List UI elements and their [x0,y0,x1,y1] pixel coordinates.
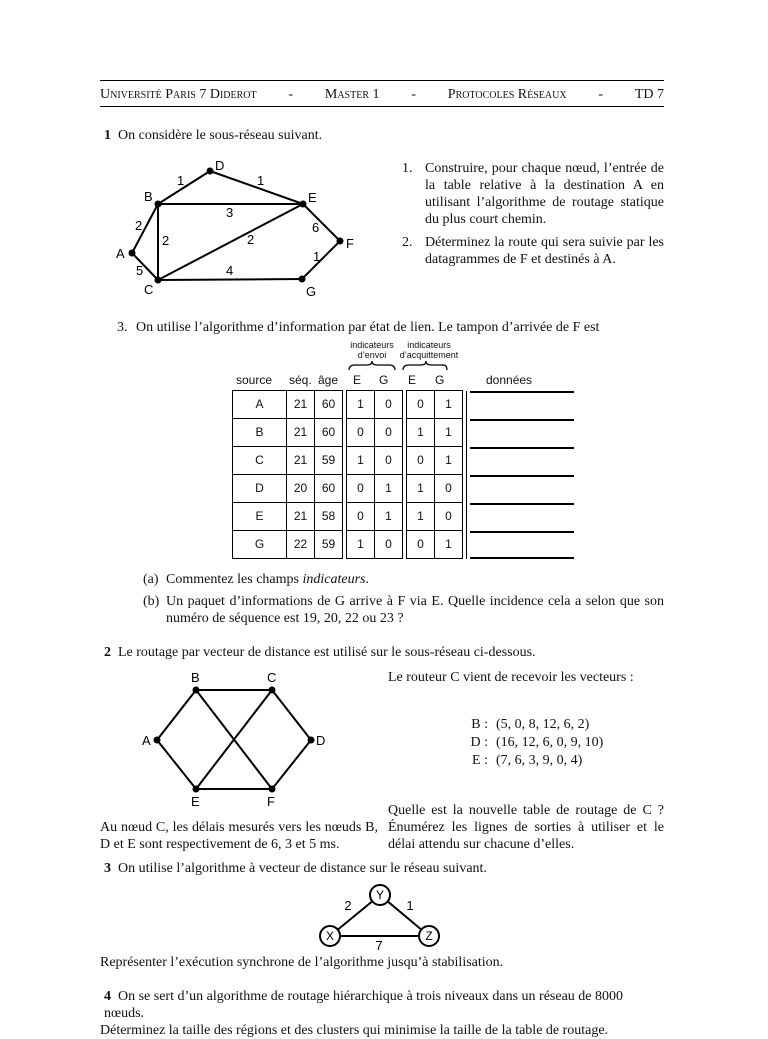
table-row [233,447,575,475]
table-row [233,531,575,559]
ex1-qa-post: . [365,572,369,587]
node-a [129,250,136,257]
ex1-number: 1 [104,128,111,143]
ex1-q2-text: Déterminez la route qui sera suivie par les datagrammes de F et destinés à A. [425,235,664,267]
table-cell: 0 [375,531,403,559]
vector-row-b [448,716,589,733]
ex1-qa-label: (a) [143,572,159,587]
data-line [470,503,574,505]
node-g [299,276,306,283]
table-group-braces [345,360,449,372]
edge-weight-a-c: 5 [136,263,144,278]
node-f [269,786,276,793]
col-header-seq: séq. [289,373,312,387]
node-label-c: C [267,670,277,685]
table-cell: 0 [407,391,435,419]
ex1-qa-emphasis: indicateurs [302,572,366,587]
node-label-f: F [346,236,354,251]
ex2-intro [104,644,664,661]
ex2-number: 2 [104,645,111,660]
table-cell: 60 [315,391,343,419]
table-cell: 1 [435,447,463,475]
edge-weight-x-y: 2 [344,898,352,913]
edge-c-d [272,690,311,740]
table-cell: 1 [407,419,435,447]
header-top-rule [100,80,664,81]
vector-label-b: B : [471,717,488,732]
node-a [154,737,161,744]
ex1-q3-text: On utilise l’algorithme d’information par état de lien. Le tampon d’arrivée de F est [136,320,600,335]
table-cell: 58 [315,503,343,531]
table-cell: A [233,391,287,419]
brace-ack [403,361,447,370]
table-cell: 1 [347,391,375,419]
table-cell: 1 [347,531,375,559]
table-data-cell [467,531,575,559]
vector-row-d [448,734,603,751]
node-label-b: B [144,189,153,204]
ex3-question-text: Représenter l’exécution synchrone de l’algorithme jusqu’à stabilisation. [100,955,504,970]
table-cell: 0 [435,475,463,503]
node-label-z: Z [425,929,433,943]
brace-send [349,361,395,370]
group-label-send: indicateurs d’envoi [350,340,394,360]
vector-value-b: (5, 0, 8, 12, 6, 2) [496,717,590,732]
table-cell: 0 [375,419,403,447]
table-data-cell [467,419,575,447]
ex2-graph [140,668,340,810]
node-label-d: D [215,158,225,173]
table-row [233,475,575,503]
table-cell: 0 [435,503,463,531]
node-label-a: A [142,733,151,748]
group-label-ack: indicateurs d’acquittement [399,340,459,360]
node-label-e: E [191,794,200,809]
vector-value-d: (16, 12, 6, 0, 9, 10) [496,735,604,750]
edge-f-g [302,241,340,279]
node-c [155,277,162,284]
node-label-y: Y [375,888,385,902]
table-row [233,419,575,447]
ex4-number: 4 [104,989,111,1004]
node-f [337,238,344,245]
ex1-q2-number: 2. [402,235,413,250]
col-header-data: données [486,373,533,387]
edge-e-a [157,740,196,789]
ex2-received-text: Le routeur C vient de recevoir les vecteurs : [388,670,634,685]
data-line [470,475,574,477]
table-cell: 1 [375,503,403,531]
vector-label-d: D : [470,735,488,750]
ex1-qa-text [166,571,664,588]
edge-c-g [158,279,302,280]
table-row [233,391,575,419]
data-line [470,557,574,559]
header-separator: - [598,87,604,102]
edge-a-b [157,690,196,740]
table-cell: 21 [287,503,315,531]
node-e [300,201,307,208]
ex3-intro [104,860,664,877]
node-b [193,687,200,694]
edge-weight-f-g: 1 [313,249,321,264]
ex1-intro [104,127,404,144]
table-cell: 1 [375,475,403,503]
ex2-graph-edges [157,690,311,789]
header-level: Master 1 [324,87,380,102]
ex2-intro-text: Le routage par vecteur de distance est utilisé sur le sous-réseau ci-dessous. [118,645,536,660]
node-b [155,201,162,208]
ex1-graph [108,155,370,300]
node-label-a: A [116,246,125,261]
ex4-line-1 [100,988,664,1022]
ex3-number: 3 [104,861,111,876]
table-cell: 0 [407,531,435,559]
data-line [470,391,574,393]
table-cell: 59 [315,447,343,475]
ex2-delays-text: Au nœud C, les délais mesurés vers les nœuds B, D et E sont respectivement de 6, 3 et 5 ms. [100,820,378,852]
page-header [100,86,664,103]
ex1-intro-text: On considère le sous-réseau suivant. [118,128,323,143]
header-bottom-rule [100,106,664,107]
data-line [470,447,574,449]
table-cell: 1 [347,447,375,475]
ex1-qb-text: Un paquet d’informations de G arrive à F via E. Quelle incidence cela a selon que son numéro de séquence est 19, 20, 22 ou 23 ? [166,594,664,626]
table-cell: E [233,503,287,531]
table-cell: 0 [375,447,403,475]
node-label-e: E [308,190,317,205]
col-header-ack-e: E [408,373,417,387]
table-cell: 0 [347,503,375,531]
ex3-intro-text: On utilise l’algorithme à vecteur de distance sur le réseau suivant. [118,861,487,876]
edge-weight-b-c: 2 [162,233,170,248]
table-cell: 0 [407,447,435,475]
table-cell: 1 [435,419,463,447]
edge-d-f [272,740,311,789]
table-cell: 22 [287,531,315,559]
table-cell: 1 [435,391,463,419]
table-data-cell [467,447,575,475]
table-cell: 59 [315,531,343,559]
data-line [470,531,574,533]
ex1-graph-edges [132,171,340,280]
edge-weight-d-e: 1 [257,173,265,188]
ex2-question-text: Quelle est la nouvelle table de routage de C ? Énumérez les lignes de sorties à utiliser et le délai attendu sur chacune d’elles. [388,803,664,852]
table-cell: 60 [315,475,343,503]
col-header-ack-g: G [435,373,445,387]
table-cell: D [233,475,287,503]
edge-weight-b-d: 1 [177,173,185,188]
table-cell: 20 [287,475,315,503]
arrival-buffer-table [232,390,574,559]
table-data-cell [467,503,575,531]
table-cell: 0 [375,391,403,419]
ex1-q3-number: 3. [117,320,128,335]
ex3-graph [310,880,450,952]
ex1-qa-pre: Commentez les champs [166,572,303,587]
node-label-d: D [316,733,326,748]
header-separator: - [411,87,416,102]
node-label-x: X [325,929,335,943]
edge-weight-y-z: 1 [406,898,414,913]
table-cell: 1 [407,475,435,503]
vector-value-e: (7, 6, 3, 9, 0, 4) [496,753,583,768]
vector-label-e: E : [472,753,488,768]
ex1-qb-label: (b) [143,594,160,609]
node-label-f: F [267,794,275,809]
header-separator: - [288,87,294,102]
table-cell: 60 [315,419,343,447]
header-university: Université Paris 7 Diderot [100,87,257,102]
table-cell: 21 [287,419,315,447]
edge-weight-c-g: 4 [226,263,234,278]
table-cell: 21 [287,391,315,419]
node-label-g: G [306,284,317,299]
ex4-line-1-text: On se sert d’un algorithme de routage hiérarchique à trois niveaux dans un réseau de 8000 nœuds. [104,989,623,1021]
ex1-q1-number: 1. [402,161,413,176]
table-header-row [232,372,572,388]
table-cell: G [233,531,287,559]
ex4-text [100,988,664,1039]
node-label-b: B [191,670,200,685]
vector-row-e [448,752,582,769]
table-cell: 21 [287,447,315,475]
table-data-cell [467,391,575,419]
node-c [269,687,276,694]
node-d [207,168,214,175]
edge-weight-e-f: 6 [312,220,320,235]
header-sheet: TD 7 [634,87,664,102]
header-course: Protocoles Réseaux [447,87,567,102]
data-line [470,419,574,421]
table-row [233,503,575,531]
node-d [308,737,315,744]
ex4-line-2: Déterminez la taille des régions et des clusters qui minimise la taille de la table de routage. [100,1023,609,1038]
edge-weight-x-z: 7 [375,938,383,952]
col-header-send-e: E [353,373,362,387]
col-header-send-g: G [379,373,389,387]
node-e [193,786,200,793]
col-header-source: source [236,373,273,387]
edge-weight-a-b: 2 [135,218,143,233]
edge-weight-c-e: 2 [247,232,255,247]
ex1-q1-text: Construire, pour chaque nœud, l’entrée de la table relative à la destination A en utilisant l’algorithme de routage statique du plus court chemin. [425,161,664,227]
table-cell: B [233,419,287,447]
table-data-cell [467,475,575,503]
table-cell: 0 [347,475,375,503]
edge-weight-b-e: 3 [226,205,234,220]
table-cell: 0 [347,419,375,447]
table-cell: 1 [435,531,463,559]
table-cell: C [233,447,287,475]
col-header-age: âge [318,373,339,387]
table-cell: 1 [407,503,435,531]
edge-e-f [303,204,340,241]
node-label-c: C [144,282,154,297]
